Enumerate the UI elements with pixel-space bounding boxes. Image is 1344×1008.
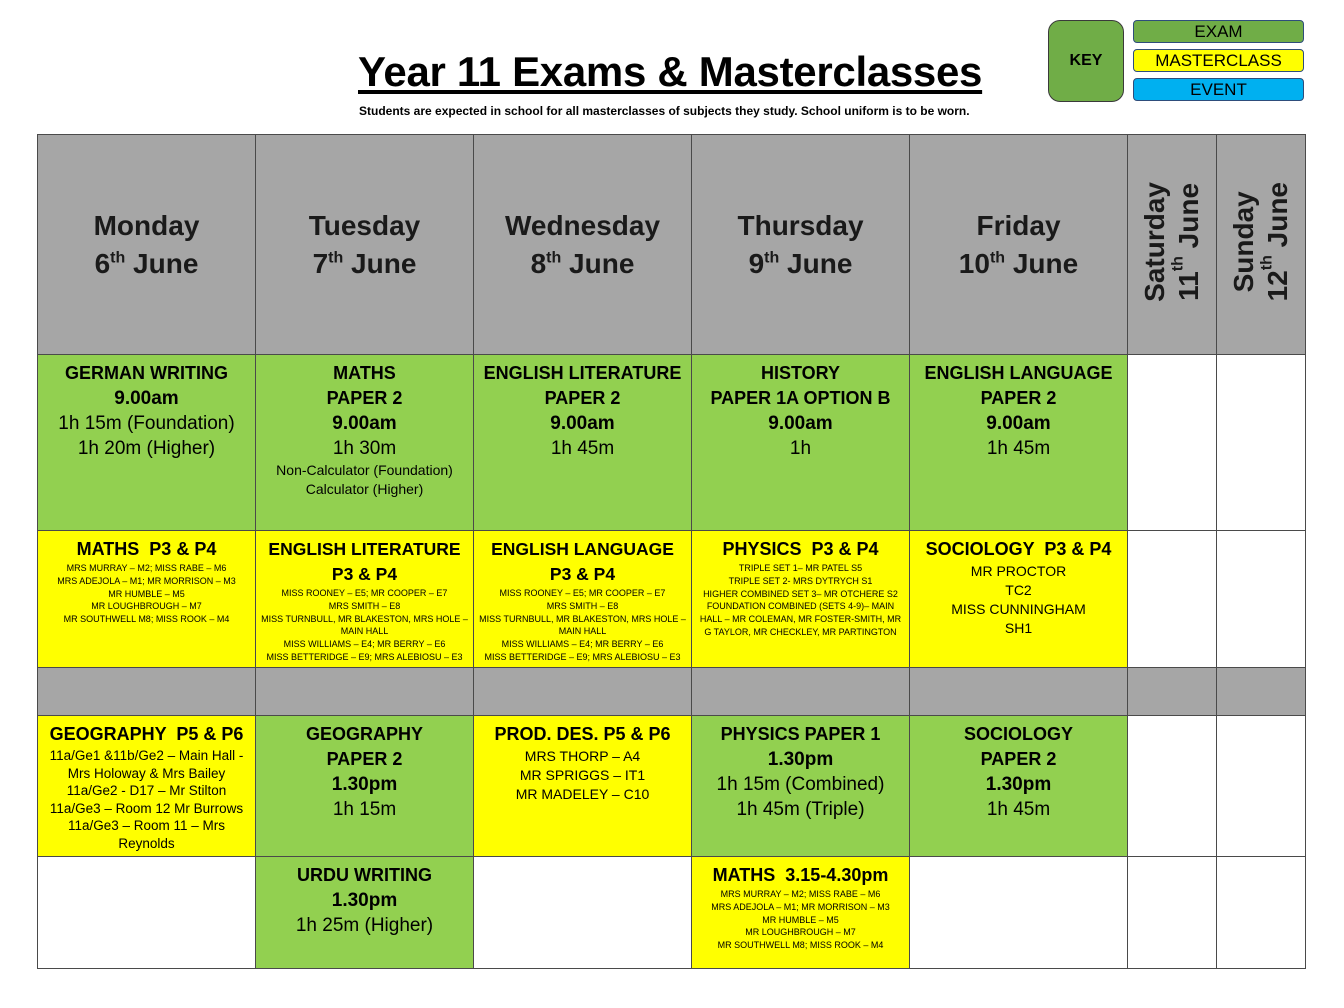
empty-cell	[1217, 716, 1306, 857]
page-title: Year 11 Exams & Masterclasses	[358, 48, 983, 95]
masterclass-cell-mon-pm: GEOGRAPHY P5 & P6 11a/Ge1 &11b/Ge2 – Main Hall - Mrs Holoway & Mrs Bailey 11a/Ge2 - D17 – Mr Stilton 11a/Ge3 – Room 12 Mr Burrows 11a/Ge3 – Room 11 – Mrs Reynolds	[38, 716, 256, 857]
separator-cell	[692, 668, 910, 716]
day-header-monday: Monday 6th June	[38, 135, 256, 355]
separator-cell	[256, 668, 474, 716]
exam-cell-mon-am: GERMAN WRITING 9.00am 1h 15m (Foundation) 1h 20m (Higher)	[38, 355, 256, 531]
exam-cell-fri-pm: SOCIOLOGY PAPER 2 1.30pm 1h 45m	[910, 716, 1128, 857]
empty-cell	[910, 857, 1128, 969]
exam-cell-tue-pm: GEOGRAPHY PAPER 2 1.30pm 1h 15m	[256, 716, 474, 857]
day-header-wednesday: Wednesday 8th June	[474, 135, 692, 355]
day-header-saturday: Saturday 11th June	[1128, 135, 1217, 355]
masterclass-cell-wed-pm: PROD. DES. P5 & P6 MRS THORP – A4 MR SPRIGGS – IT1 MR MADELEY – C10	[474, 716, 692, 857]
empty-cell	[38, 857, 256, 969]
masterclass-cell-thu-late: MATHS 3.15-4.30pm MRS MURRAY – M2; MISS RABE – M6 MRS ADEJOLA – M1; MR MORRISON – M3 MR HUMBLE – M5 MR LOUGHBROUGH – M7 MR SOUTHWELL M8; MISS ROOK – M4	[692, 857, 910, 969]
key-label: KEY	[1048, 20, 1124, 102]
empty-cell	[474, 857, 692, 969]
day-header-thursday: Thursday 9th June	[692, 135, 910, 355]
exam-cell-fri-am: ENGLISH LANGUAGE PAPER 2 9.00am 1h 45m	[910, 355, 1128, 531]
key-exam: EXAM	[1133, 20, 1304, 43]
day-header-friday: Friday 10th June	[910, 135, 1128, 355]
day-header-sunday: Sunday 12th June	[1217, 135, 1306, 355]
empty-cell	[1128, 531, 1217, 668]
separator-cell	[1128, 668, 1217, 716]
masterclass-cell-wed: ENGLISH LANGUAGE P3 & P4 MISS ROONEY – E5; MR COOPER – E7 MRS SMITH – E8 MISS TURNBULL, MR BLAKESTON, MRS HOLE – MAIN HALL MISS WILLIAMS – E4; MR BERRY – E6 MISS BETTERIDGE – E9; MRS ALEBIOSU – E3	[474, 531, 692, 668]
masterclass-cell-thu: PHYSICS P3 & P4 TRIPLE SET 1– MR PATEL S5 TRIPLE SET 2- MRS DYTRYCH S1 HIGHER COMBINED SET 3– MR OTCHERE S2 FOUNDATION COMBINED (SETS 4-9)– MAIN HALL – MR COLEMAN, MR FOSTER-SMITH, MR G TAYLOR, MR CHECKLEY, MR PARTINGTON	[692, 531, 910, 668]
empty-cell	[1128, 857, 1217, 969]
exam-cell-thu-pm: PHYSICS PAPER 1 1.30pm 1h 15m (Combined) 1h 45m (Triple)	[692, 716, 910, 857]
empty-cell	[1128, 355, 1217, 531]
key-masterclass: MASTERCLASS	[1133, 49, 1304, 72]
day-header-tuesday: Tuesday 7th June	[256, 135, 474, 355]
page-subtitle: Students are expected in school for all masterclasses of subjects they study. School uniform is to be worn.	[359, 104, 970, 118]
exam-cell-tue-late: URDU WRITING 1.30pm 1h 25m (Higher)	[256, 857, 474, 969]
separator-cell	[474, 668, 692, 716]
masterclass-cell-mon: MATHS P3 & P4 MRS MURRAY – M2; MISS RABE – M6 MRS ADEJOLA – M1; MR MORRISON – M3 MR HUMBLE – M5 MR LOUGHBROUGH – M7 MR SOUTHWELL M8; MISS ROOK – M4	[38, 531, 256, 668]
exam-cell-tue-am: MATHS PAPER 2 9.00am 1h 30m Non-Calculator (Foundation) Calculator (Higher)	[256, 355, 474, 531]
exam-cell-wed-am: ENGLISH LITERATURE PAPER 2 9.00am 1h 45m	[474, 355, 692, 531]
exam-cell-thu-am: HISTORY PAPER 1A OPTION B 9.00am 1h	[692, 355, 910, 531]
empty-cell	[1217, 857, 1306, 969]
masterclass-cell-fri: SOCIOLOGY P3 & P4 MR PROCTOR TC2 MISS CUNNINGHAM SH1	[910, 531, 1128, 668]
key-event: EVENT	[1133, 78, 1304, 101]
empty-cell	[1217, 531, 1306, 668]
separator-cell	[38, 668, 256, 716]
separator-cell	[910, 668, 1128, 716]
masterclass-cell-tue: ENGLISH LITERATURE P3 & P4 MISS ROONEY – E5; MR COOPER – E7 MRS SMITH – E8 MISS TURNBULL, MR BLAKESTON, MRS HOLE – MAIN HALL MISS WILLIAMS – E4; MR BERRY – E6 MISS BETTERIDGE – E9; MRS ALEBIOSU – E3	[256, 531, 474, 668]
empty-cell	[1128, 716, 1217, 857]
timetable	[37, 134, 1306, 969]
separator-cell	[1217, 668, 1306, 716]
empty-cell	[1217, 355, 1306, 531]
